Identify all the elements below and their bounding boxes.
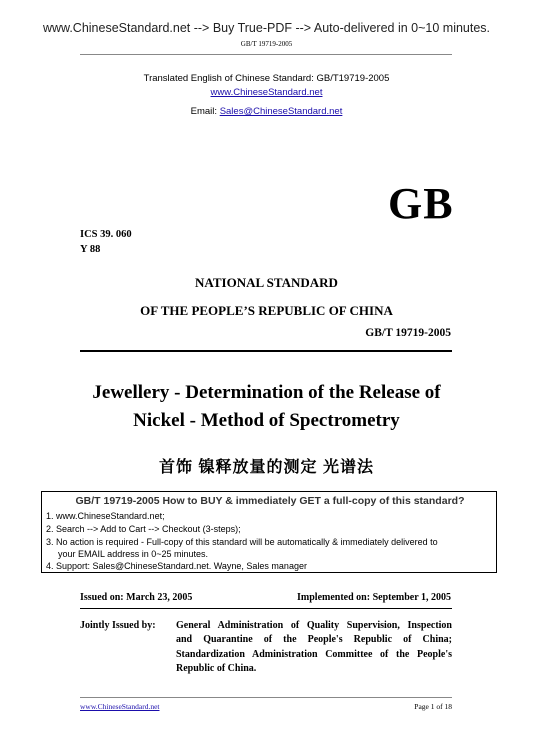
- gb-logo: GB: [388, 179, 454, 228]
- jointly-issued-label: Jointly Issued by:: [80, 620, 156, 631]
- email-line: [0, 106, 533, 117]
- running-header-code: GB/T 19719-2005: [240, 40, 293, 48]
- email-link[interactable]: Sales@ChineseStandard.net: [219, 106, 343, 117]
- purchase-heading: GB/T 19719-2005 How to BUY & immediately GET a full-copy of this standard?: [75, 495, 465, 507]
- ics-code: ICS 39. 060: [80, 229, 132, 240]
- translation-notice: Translated English of Chinese Standard: GB/T19719-2005: [143, 73, 390, 84]
- national-standard-heading: NATIONAL STANDARD: [195, 275, 338, 290]
- issuer-line-3: Standardization Administration Committee of the People's: [176, 649, 452, 660]
- footer-site-link[interactable]: www.ChineseStandard.net: [80, 702, 160, 711]
- issuer-line-1: General Administration of Quality Supervision, Inspection: [176, 620, 452, 631]
- issue-divider: [80, 608, 452, 609]
- chinese-title: 首饰 镍释放量的测定 光谱法: [159, 459, 374, 476]
- website-link-text[interactable]: www.ChineseStandard.net: [210, 87, 323, 98]
- footer-divider: [80, 697, 452, 698]
- top-banner[interactable]: www.ChineseStandard.net --> Buy True-PDF --> Auto-delivered in 0~10 minutes.: [42, 21, 491, 35]
- prc-heading: OF THE PEOPLE’S REPUBLIC OF CHINA: [140, 303, 393, 318]
- purchase-step-4: 4. Support: Sales@ChineseStandard.net. Wayne, Sales manager: [46, 561, 307, 571]
- page-number: Page 1 of 18: [414, 702, 452, 711]
- purchase-info-box: [41, 491, 497, 573]
- purchase-step-3-continued: your EMAIL address in 0~25 minutes.: [58, 549, 208, 559]
- english-title-line-2: Nickel - Method of Spectrometry: [133, 410, 400, 431]
- implemented-date: Implemented on: September 1, 2005: [297, 592, 451, 603]
- english-title-line-1: Jewellery - Determination of the Release of: [92, 382, 441, 403]
- ccs-code: Y 88: [80, 244, 101, 255]
- header-divider: [80, 54, 452, 55]
- title-divider: [80, 350, 452, 352]
- issued-date: Issued on: March 23, 2005: [80, 592, 193, 603]
- email-label: Email:: [190, 106, 220, 117]
- standard-number: GB/T 19719-2005: [365, 327, 451, 339]
- purchase-step-2: 2. Search --> Add to Cart --> Checkout (3-steps);: [46, 524, 241, 534]
- purchase-step-3: 3. No action is required - Full-copy of this standard will be automatically & immediately delivered to: [46, 537, 438, 547]
- purchase-step-1[interactable]: 1. www.ChineseStandard.net;: [46, 511, 165, 521]
- issuer-line-2: and Quarantine of the People's Republic of China;: [176, 634, 452, 645]
- issuer-line-4: Republic of China.: [176, 663, 257, 674]
- website-link[interactable]: [0, 87, 533, 98]
